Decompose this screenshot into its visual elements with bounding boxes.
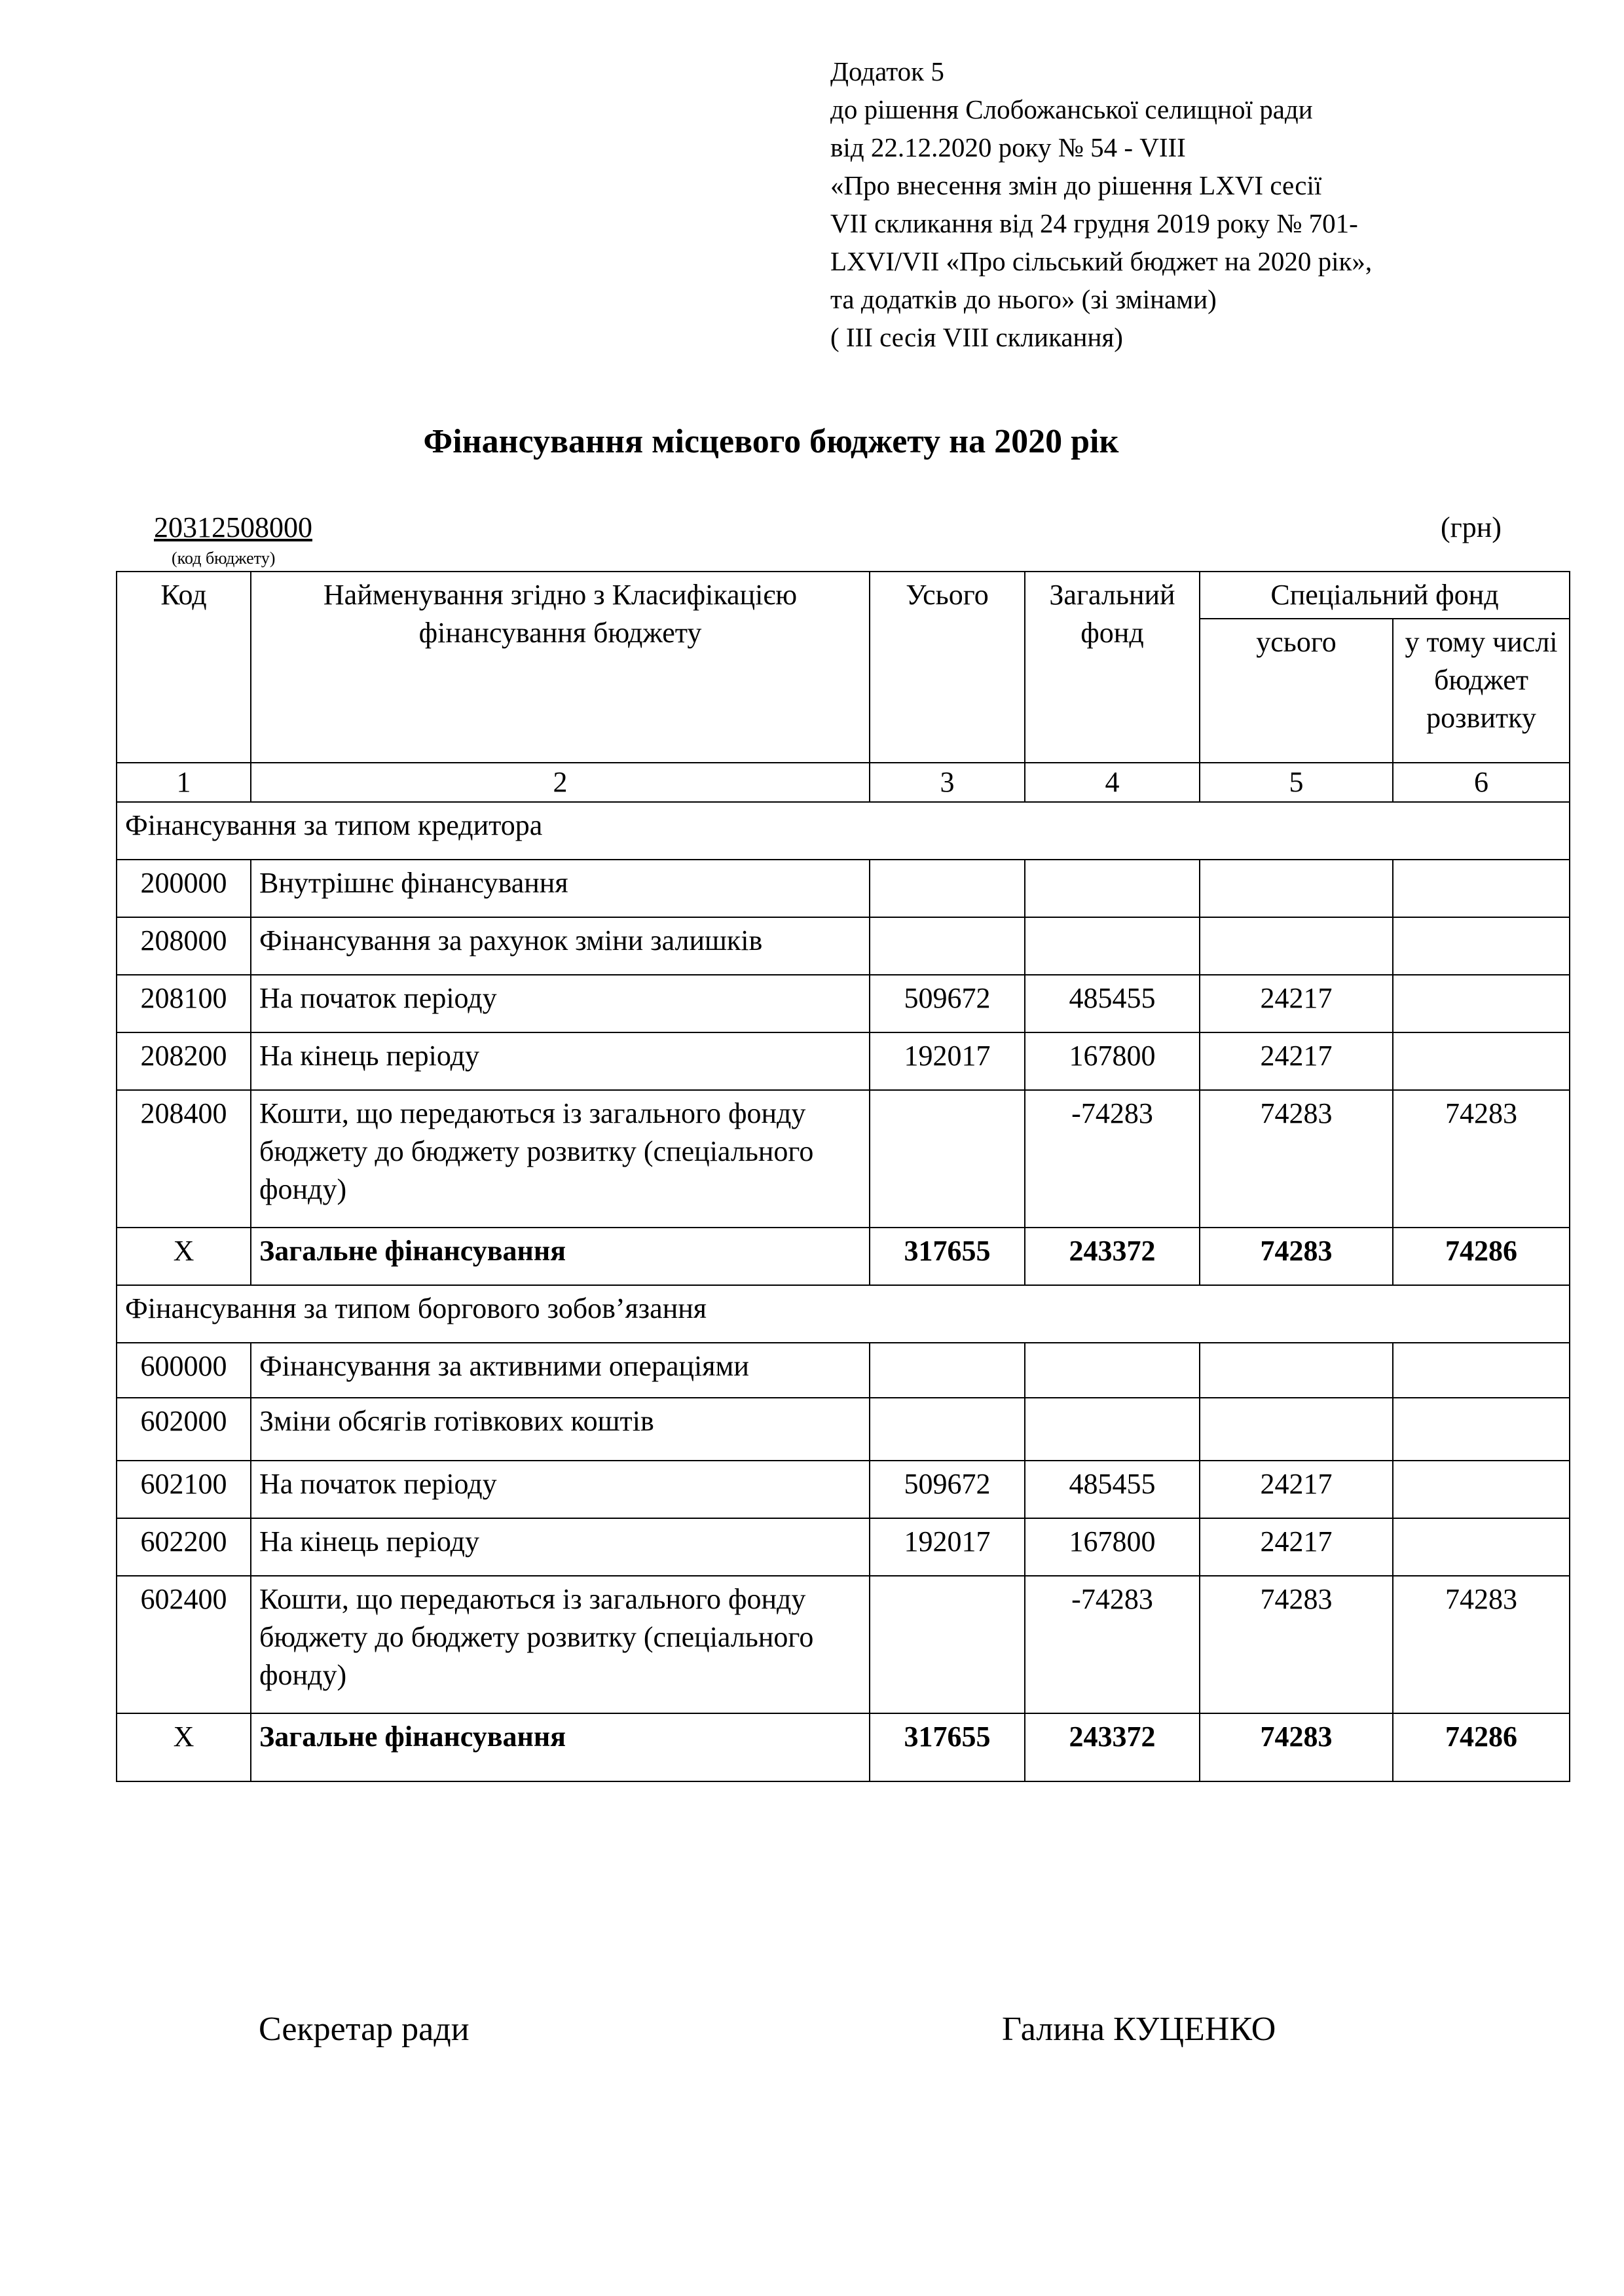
document-header	[830, 52, 1583, 356]
header-line: до рішення Слобожанської селищної ради	[830, 94, 1313, 124]
header-total: Усього	[870, 572, 1025, 763]
table-row	[117, 1518, 1570, 1576]
table-row	[117, 975, 1570, 1032]
row-name: На кінець періоду	[251, 1518, 870, 1576]
row-code: 600000	[117, 1343, 251, 1398]
header-name: Найменування згідно з Класифікацією фінансування бюджету	[251, 572, 870, 763]
row-dev: 74286	[1393, 1713, 1570, 1781]
row-special: 24217	[1200, 975, 1393, 1032]
row-general: 485455	[1025, 975, 1200, 1032]
header-code: Код	[117, 572, 251, 763]
row-name: Загальне фінансування	[251, 1713, 870, 1781]
row-code: 602400	[117, 1576, 251, 1713]
table-row	[117, 1343, 1570, 1398]
section-title: Фінансування за типом кредитора	[117, 802, 1570, 860]
row-special	[1200, 1343, 1393, 1398]
header-line: Додаток 5	[830, 56, 944, 86]
row-code: 208100	[117, 975, 251, 1032]
table-header-row	[117, 572, 1570, 619]
row-special: 74283	[1200, 1228, 1393, 1285]
column-number-row	[117, 763, 1570, 802]
row-total: 317655	[870, 1713, 1025, 1781]
header-general-fund: Загальний фонд	[1025, 572, 1200, 763]
table-row	[117, 1398, 1570, 1461]
signature-name: Галина КУЦЕНКО	[1002, 2011, 1276, 2048]
row-code: Х	[117, 1228, 251, 1285]
row-general: -74283	[1025, 1090, 1200, 1228]
section-title-row	[117, 802, 1570, 860]
row-total	[870, 1090, 1025, 1228]
row-name: Фінансування за рахунок зміни залишків	[251, 917, 870, 975]
row-general: 243372	[1025, 1713, 1200, 1781]
row-special: 74283	[1200, 1576, 1393, 1713]
row-general: -74283	[1025, 1576, 1200, 1713]
row-total	[870, 1343, 1025, 1398]
row-special	[1200, 860, 1393, 917]
row-general: 167800	[1025, 1518, 1200, 1576]
document-title: Фінансування місцевого бюджету на 2020 рік	[423, 423, 1119, 460]
row-dev: 74286	[1393, 1228, 1570, 1285]
row-name: Кошти, що передаються із загального фонду бюджету до бюджету розвитку (спеціального фонду)	[251, 1576, 870, 1713]
row-name: Кошти, що передаються із загального фонду бюджету до бюджету розвитку (спеціального фонду)	[251, 1090, 870, 1228]
row-total: 192017	[870, 1032, 1025, 1090]
row-general	[1025, 1343, 1200, 1398]
row-total: 509672	[870, 1461, 1025, 1518]
table-row	[117, 1576, 1570, 1713]
row-dev	[1393, 1398, 1570, 1461]
row-special: 74283	[1200, 1090, 1393, 1228]
column-number: 6	[1393, 763, 1570, 802]
row-total: 317655	[870, 1228, 1025, 1285]
column-number: 1	[117, 763, 251, 802]
row-general	[1025, 1398, 1200, 1461]
row-special: 24217	[1200, 1461, 1393, 1518]
row-special: 74283	[1200, 1713, 1393, 1781]
currency-unit: (грн)	[1441, 511, 1502, 543]
header-line: від 22.12.2020 року № 54 - VIII	[830, 132, 1186, 162]
row-total: 509672	[870, 975, 1025, 1032]
column-number: 2	[251, 763, 870, 802]
table-row	[117, 860, 1570, 917]
row-code: Х	[117, 1713, 251, 1781]
row-code: 602100	[117, 1461, 251, 1518]
row-dev	[1393, 1518, 1570, 1576]
row-general	[1025, 860, 1200, 917]
row-dev	[1393, 917, 1570, 975]
row-name: На початок періоду	[251, 1461, 870, 1518]
financing-table	[116, 571, 1570, 1782]
row-code: 208200	[117, 1032, 251, 1090]
table-row	[117, 1461, 1570, 1518]
row-dev	[1393, 975, 1570, 1032]
row-name: Внутрішнє фінансування	[251, 860, 870, 917]
row-code: 208000	[117, 917, 251, 975]
budget-code: 20312508000	[154, 511, 312, 543]
column-number: 5	[1200, 763, 1393, 802]
row-name: Загальне фінансування	[251, 1228, 870, 1285]
row-total	[870, 917, 1025, 975]
row-total: 192017	[870, 1518, 1025, 1576]
row-general: 485455	[1025, 1461, 1200, 1518]
section-title: Фінансування за типом боргового зобов’язання	[117, 1285, 1570, 1343]
column-number: 4	[1025, 763, 1200, 802]
row-dev	[1393, 1032, 1570, 1090]
header-line: та додатків до нього» (зі змінами)	[830, 284, 1217, 314]
header-special-dev: у тому числі бюджет розвитку	[1393, 619, 1570, 763]
row-special: 24217	[1200, 1518, 1393, 1576]
row-name: На початок періоду	[251, 975, 870, 1032]
header-line: LXVI/VII «Про сільський бюджет на 2020 рік»,	[830, 246, 1373, 276]
header-line: VII скликання від 24 грудня 2019 року № 701-	[830, 208, 1358, 238]
row-code: 602200	[117, 1518, 251, 1576]
row-name: Фінансування за активними операціями	[251, 1343, 870, 1398]
signature-position: Секретар ради	[259, 2011, 470, 2048]
row-code: 208400	[117, 1090, 251, 1228]
header-special-fund: Спеціальний фонд	[1200, 572, 1570, 619]
row-total	[870, 1398, 1025, 1461]
row-total	[870, 860, 1025, 917]
table-row	[117, 1032, 1570, 1090]
row-code: 200000	[117, 860, 251, 917]
row-dev	[1393, 1461, 1570, 1518]
row-special: 24217	[1200, 1032, 1393, 1090]
row-special	[1200, 917, 1393, 975]
total-row	[117, 1228, 1570, 1285]
column-number: 3	[870, 763, 1025, 802]
header-line: «Про внесення змін до рішення LXVI сесії	[830, 170, 1322, 200]
row-code: 602000	[117, 1398, 251, 1461]
row-general	[1025, 917, 1200, 975]
row-general: 167800	[1025, 1032, 1200, 1090]
row-dev: 74283	[1393, 1090, 1570, 1228]
row-dev	[1393, 1343, 1570, 1398]
section-title-row	[117, 1285, 1570, 1343]
row-name: Зміни обсягів готівкових коштів	[251, 1398, 870, 1461]
row-special	[1200, 1398, 1393, 1461]
row-general: 243372	[1025, 1228, 1200, 1285]
row-dev	[1393, 860, 1570, 917]
row-dev: 74283	[1393, 1576, 1570, 1713]
table-row	[117, 917, 1570, 975]
total-row	[117, 1713, 1570, 1781]
row-name: На кінець періоду	[251, 1032, 870, 1090]
header-line: ( III сесія VIII скликання)	[830, 322, 1123, 352]
budget-code-caption: (код бюджету)	[172, 549, 276, 568]
row-total	[870, 1576, 1025, 1713]
table-row	[117, 1090, 1570, 1228]
header-special-total: усього	[1200, 619, 1393, 763]
